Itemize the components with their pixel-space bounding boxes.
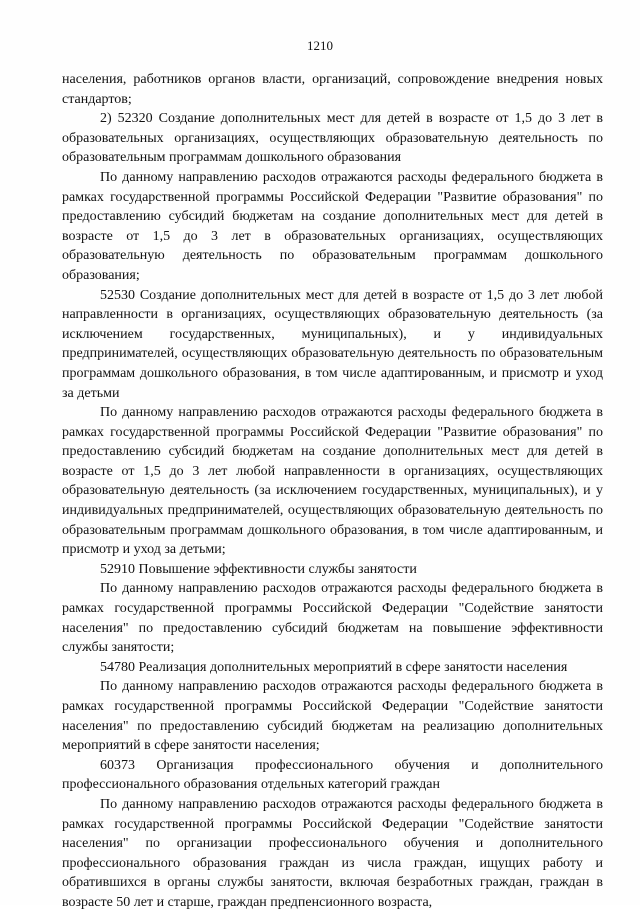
paragraph-item-60373: 60373 Организация профессионального обучения и дополнительного профессионального образования отдельных категорий граждан [62,757,603,793]
paragraph-52320-description: По данному направлению расходов отражаются расходы федерального бюджета в рамках государственной программы Российской Федерации "Развитие образования" по предоставлению субсидий бюджетам на создание дополнительных мест для детей в возрасте от 1,5 до 3 лет в образовательных организациях, осуществляющих образовательную деятельность по образовательным программам дошкольного образования; [62,169,603,283]
paragraph-item-52910: 52910 Повышение эффективности службы занятости [100,561,417,577]
paragraph-item-52530: 52530 Создание дополнительных мест для детей в возрасте от 1,5 до 3 лет любой направленности в организациях, осуществляющих образовательную деятельность (за исключением государственных, муниципальных), и у индивидуальных предпринимателей, осуществляющих образовательную деятельность по образовательным программам дошкольного образования, в том числе адаптированным, и присмотр и уход за детьми [62,287,603,401]
page-number: 1210 [307,38,333,53]
paragraph-60373-description: По данному направлению расходов отражаются расходы федерального бюджета в рамках государственной программы Российской Федерации "Содействие занятости населения" по организации профессионального обучения и дополнительного профессионального образования граждан из числа граждан, ищущих работу и обратившихся в органы службы занятости, включая безработных граждан, граждан в возрасте 50 лет и старше, граждан предпенсионного возраста, [62,796,603,910]
paragraph-item-52320: 2) 52320 Создание дополнительных мест для детей в возрасте от 1,5 до 3 лет в образовательных организациях, осуществляющих образовательную деятельность по образовательным программам дошкольного образования [62,111,603,166]
paragraph-52530-description: По данному направлению расходов отражаются расходы федерального бюджета в рамках государственной программы Российской Федерации "Развитие образования" по предоставлению субсидий бюджетам на создание дополнительных мест для детей в возрасте от 1,5 до 3 лет любой направленности в организациях, осуществляющих образовательную деятельность (за исключением государственных, муниципальных), и у индивидуальных предпринимателей, осуществляющих образовательную деятельность по образовательным программам дошкольного образования, в том числе адаптированным, и присмотр и уход за детьми; [62,405,603,558]
paragraph-52910-description: По данному направлению расходов отражаются расходы федерального бюджета в рамках государственной программы Российской Федерации "Содействие занятости населения" по предоставлению субсидий бюджетам на повышение эффективности службы занятости; [62,581,603,656]
paragraph-54780-description: По данному направлению расходов отражаются расходы федерального бюджета в рамках государственной программы Российской Федерации "Содействие занятости населения" по предоставлению субсидий бюджетам на реализацию дополнительных мероприятий в сфере занятости населения; [62,679,603,754]
document-body [62,70,603,913]
paragraph-item-54780: 54780 Реализация дополнительных мероприятий в сфере занятости населения [100,659,568,675]
paragraph-continuation: населения, работников органов власти, организаций, сопровождение внедрения новых стандартов; [62,72,603,107]
